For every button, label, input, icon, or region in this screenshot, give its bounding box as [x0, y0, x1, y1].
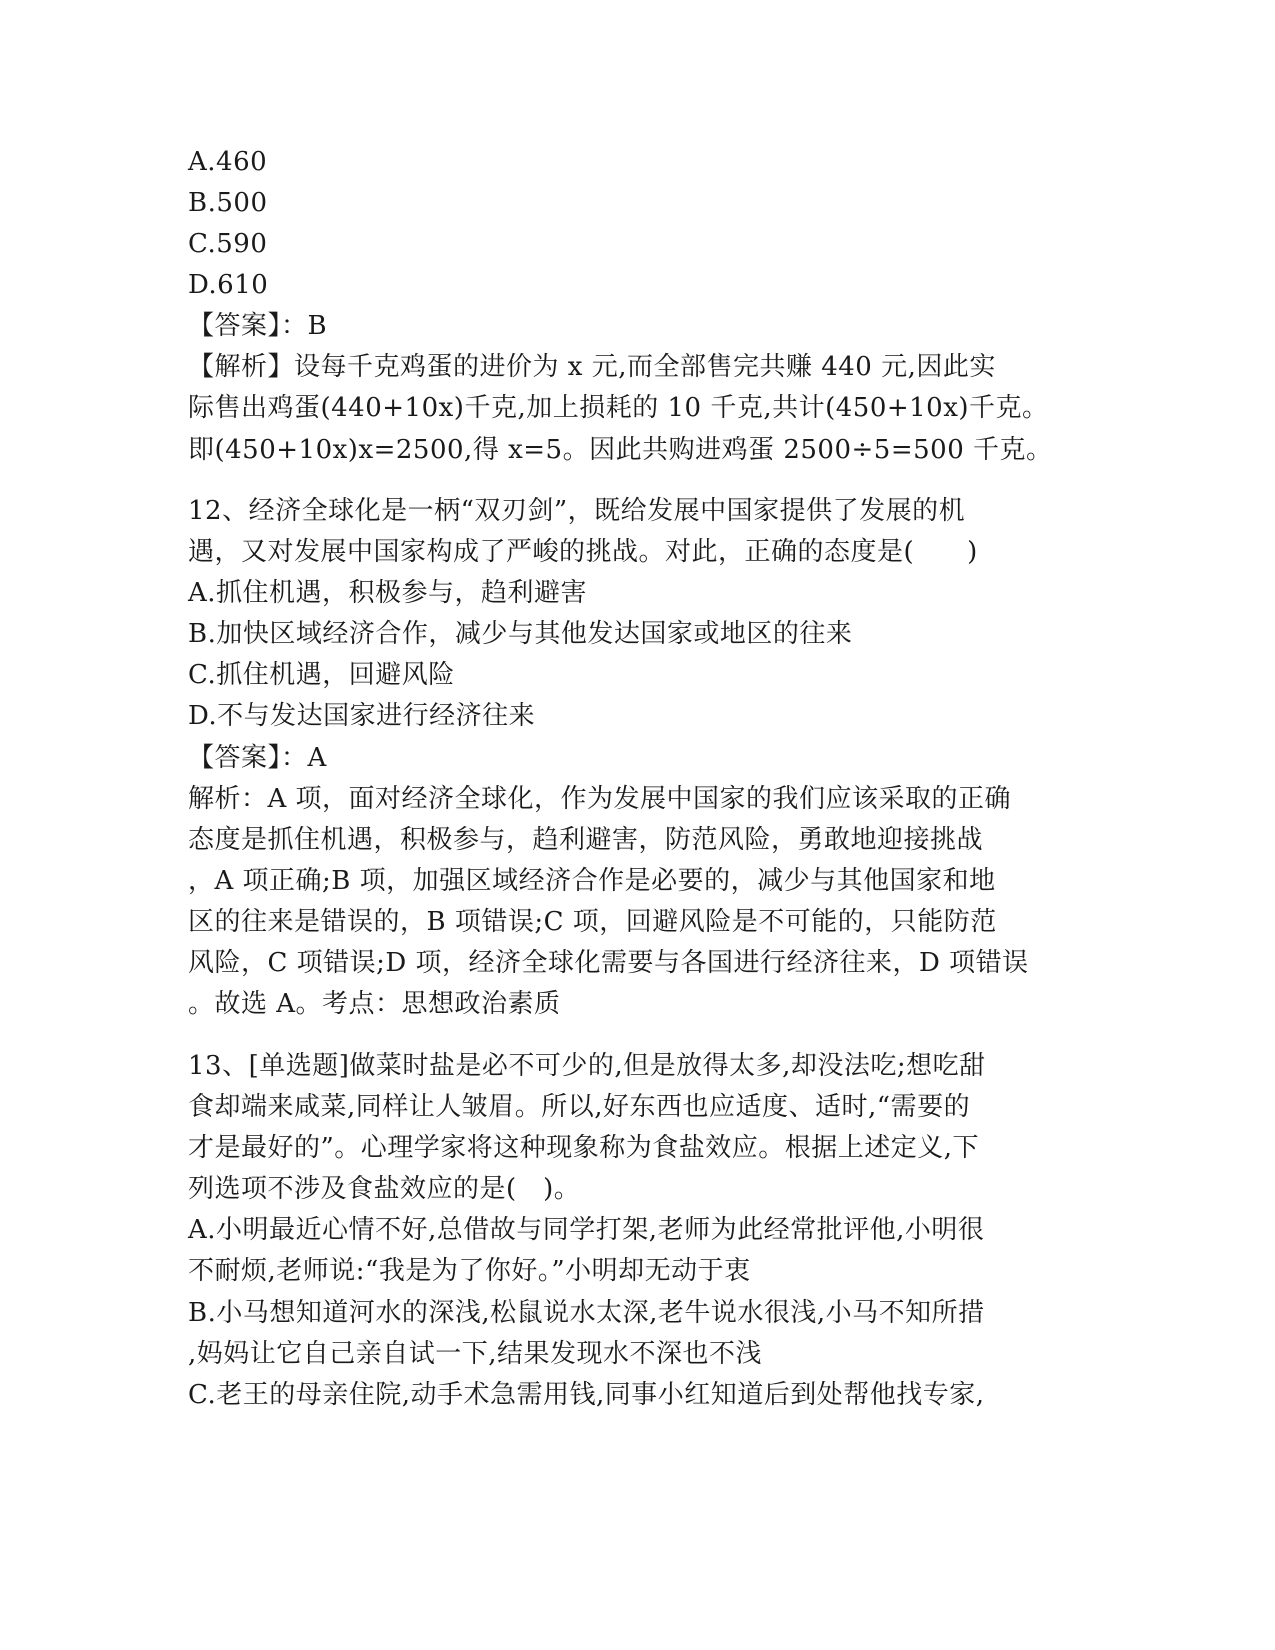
- q12-option-b: B.加快区域经济合作，减少与其他发达国家或地区的往来: [188, 619, 853, 649]
- q13-option-a-cont: 不耐烦,老师说:“我是为了你好。”小明却无动于衷: [188, 1256, 751, 1286]
- q13-stem-line: 食却端来咸菜,同样让人皱眉。所以,好东西也应适度、适时,“需要的: [188, 1092, 971, 1122]
- q12-analysis-line: 态度是抓住机遇，积极参与，趋利避害，防范风险，勇敢地迎接挑战: [188, 825, 984, 855]
- q13-stem-line: 列选项不涉及食盐效应的是( )。: [188, 1174, 581, 1204]
- q12-stem-line: 12、经济全球化是一柄“双刃剑”，既给发展中国家提供了发展的机: [188, 496, 966, 526]
- q12-analysis-line: ，A 项正确;B 项，加强区域经济合作是必要的，减少与其他国家和地: [188, 866, 996, 896]
- q12-analysis-line: 风险，C 项错误;D 项，经济全球化需要与各国进行经济往来，D 项错误: [188, 948, 1029, 978]
- q12-stem-line: 遇，又对发展中国家构成了严峻的挑战。对此，正确的态度是( ): [188, 537, 978, 567]
- q11-option-d: D.610: [188, 270, 269, 300]
- q11-option-c: C.590: [188, 229, 268, 259]
- q11-option-a: A.460: [188, 147, 268, 177]
- q12-option-a: A.抓住机遇，积极参与，趋利避害: [188, 578, 588, 608]
- q12-answer: 【答案】：A: [188, 743, 327, 773]
- q11-answer: 【答案】：B: [188, 311, 328, 341]
- q11-analysis-line: 即(450+10x)x=2500,得 x=5。因此共购进鸡蛋 2500÷5=500 千克。: [188, 435, 1053, 465]
- q13-option-b: B.小马想知道河水的深浅,松鼠说水太深,老牛说水很浅,小马不知所措: [188, 1298, 985, 1328]
- q12-analysis-line: 区的往来是错误的，B 项错误;C 项，回避风险是不可能的，只能防范: [188, 907, 997, 937]
- q12-option-c: C.抓住机遇，回避风险: [188, 660, 455, 690]
- q13-stem-line: 13、[单选题]做菜时盐是必不可少的,但是放得太多,却没法吃;想吃甜: [188, 1051, 986, 1081]
- q13-option-a: A.小明最近心情不好,总借故与同学打架,老师为此经常批评他,小明很: [188, 1215, 985, 1245]
- q12-analysis-line: 。故选 A。考点：思想政治素质: [188, 989, 561, 1019]
- q13-option-b-cont: ,妈妈让它自己亲自试一下,结果发现水不深也不浅: [188, 1339, 763, 1369]
- q11-analysis-line: 际售出鸡蛋(440+10x)千克,加上损耗的 10 千克,共计(450+10x)千克。: [188, 393, 1049, 423]
- q12-option-d: D.不与发达国家进行经济往来: [188, 701, 536, 731]
- q11-option-b: B.500: [188, 188, 268, 218]
- q11-analysis-line: 【解析】设每千克鸡蛋的进价为 x 元,而全部售完共赚 440 元,因此实: [188, 352, 996, 382]
- q12-analysis-line: 解析：A 项，面对经济全球化，作为发展中国家的我们应该采取的正确: [188, 784, 1012, 814]
- q13-option-c: C.老王的母亲住院,动手术急需用钱,同事小红知道后到处帮他找专家,: [188, 1380, 985, 1410]
- q13-stem-line: 才是最好的”。心理学家将这种现象称为食盐效应。根据上述定义,下: [188, 1133, 980, 1163]
